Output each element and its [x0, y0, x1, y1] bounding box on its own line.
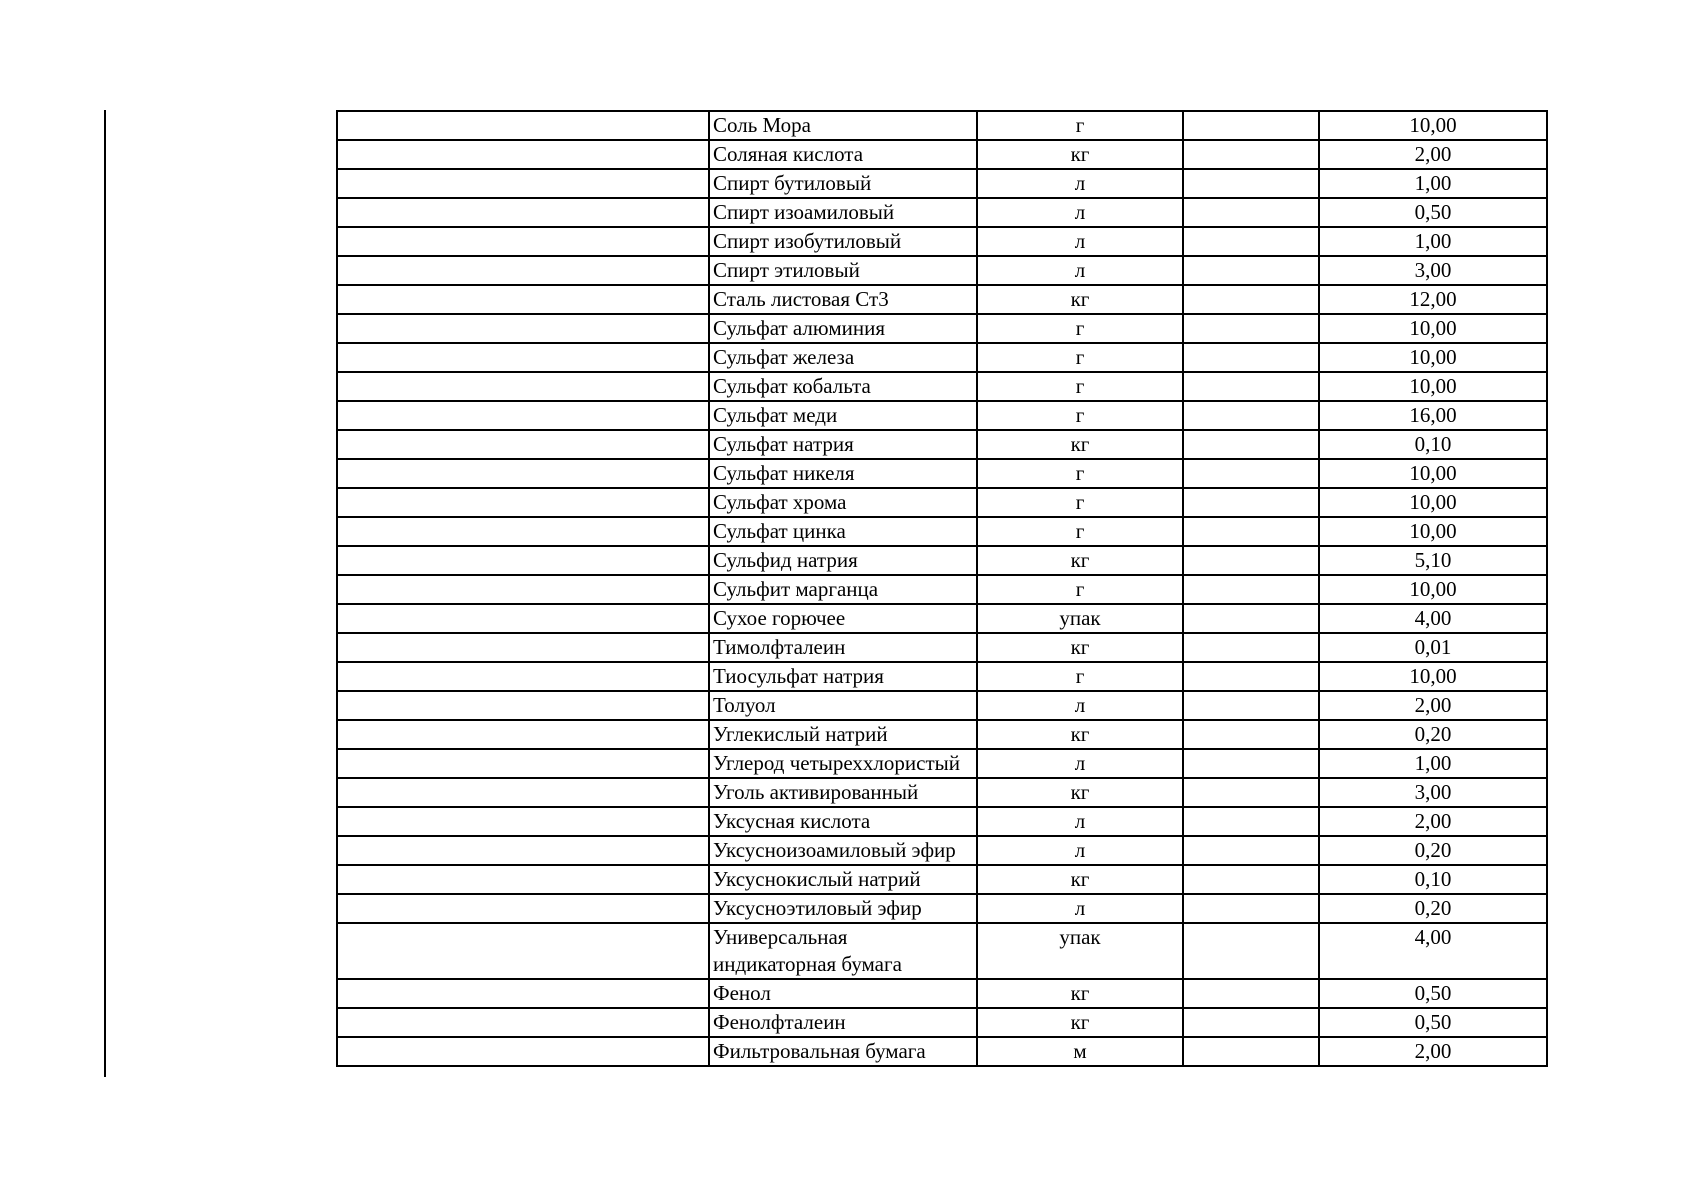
quantity-cell: 1,00 — [1319, 169, 1547, 198]
blank-cell — [337, 169, 709, 198]
blank-cell — [337, 691, 709, 720]
unit-cell: г — [977, 662, 1183, 691]
unit-cell: г — [977, 517, 1183, 546]
material-name-cell: Соль Мора — [709, 111, 977, 140]
table-row — [337, 285, 1547, 314]
material-name-cell: Спирт изобутиловый — [709, 227, 977, 256]
material-name-cell: Уксусноизоамиловый эфир — [709, 836, 977, 865]
blank-cell — [337, 720, 709, 749]
empty-cell — [1183, 575, 1319, 604]
unit-cell: л — [977, 691, 1183, 720]
unit-cell: упак — [977, 604, 1183, 633]
empty-cell — [1183, 691, 1319, 720]
unit-cell: г — [977, 401, 1183, 430]
blank-cell — [337, 778, 709, 807]
unit-cell: л — [977, 894, 1183, 923]
table-row — [337, 604, 1547, 633]
empty-cell — [1183, 894, 1319, 923]
material-name-cell: Фильтровальная бумага — [709, 1037, 977, 1066]
empty-cell — [1183, 430, 1319, 459]
blank-cell — [337, 749, 709, 778]
table-row — [337, 372, 1547, 401]
quantity-cell: 10,00 — [1319, 314, 1547, 343]
material-name-cell: Тимолфталеин — [709, 633, 977, 662]
table-row — [337, 662, 1547, 691]
empty-cell — [1183, 488, 1319, 517]
empty-cell — [1183, 807, 1319, 836]
material-name-cell: Уксусная кислота — [709, 807, 977, 836]
unit-cell: л — [977, 807, 1183, 836]
empty-cell — [1183, 517, 1319, 546]
quantity-cell: 0,50 — [1319, 979, 1547, 1008]
unit-cell: г — [977, 314, 1183, 343]
material-name-cell: Сульфат натрия — [709, 430, 977, 459]
empty-cell — [1183, 227, 1319, 256]
empty-cell — [1183, 836, 1319, 865]
material-name-cell: Универсальная индикаторная бумага — [709, 923, 977, 979]
blank-cell — [337, 488, 709, 517]
quantity-cell: 10,00 — [1319, 111, 1547, 140]
material-name-cell: Сульфат алюминия — [709, 314, 977, 343]
empty-cell — [1183, 169, 1319, 198]
quantity-cell: 0,50 — [1319, 198, 1547, 227]
blank-cell — [337, 140, 709, 169]
material-name-cell: Сульфат цинка — [709, 517, 977, 546]
unit-cell: кг — [977, 778, 1183, 807]
unit-cell: г — [977, 459, 1183, 488]
table-row — [337, 227, 1547, 256]
empty-cell — [1183, 979, 1319, 1008]
table-row — [337, 1037, 1547, 1066]
quantity-cell: 2,00 — [1319, 140, 1547, 169]
quantity-cell: 0,10 — [1319, 865, 1547, 894]
table-row — [337, 979, 1547, 1008]
quantity-cell: 2,00 — [1319, 807, 1547, 836]
unit-cell: кг — [977, 865, 1183, 894]
table-row — [337, 401, 1547, 430]
empty-cell — [1183, 923, 1319, 979]
table-row — [337, 720, 1547, 749]
material-name-cell: Углекислый натрий — [709, 720, 977, 749]
material-name-cell: Сульфат никеля — [709, 459, 977, 488]
material-name-cell: Спирт изоамиловый — [709, 198, 977, 227]
quantity-cell: 10,00 — [1319, 459, 1547, 488]
table-row — [337, 749, 1547, 778]
blank-cell — [337, 836, 709, 865]
quantity-cell: 1,00 — [1319, 749, 1547, 778]
empty-cell — [1183, 1037, 1319, 1066]
empty-cell — [1183, 778, 1319, 807]
quantity-cell: 10,00 — [1319, 343, 1547, 372]
table-row — [337, 517, 1547, 546]
blank-cell — [337, 807, 709, 836]
material-name-cell: Сульфат хрома — [709, 488, 977, 517]
empty-cell — [1183, 720, 1319, 749]
quantity-cell: 12,00 — [1319, 285, 1547, 314]
material-name-cell: Толуол — [709, 691, 977, 720]
empty-cell — [1183, 546, 1319, 575]
empty-cell — [1183, 459, 1319, 488]
unit-cell: кг — [977, 720, 1183, 749]
material-name-cell: Уксуснокислый натрий — [709, 865, 977, 894]
unit-cell: г — [977, 111, 1183, 140]
unit-cell: г — [977, 372, 1183, 401]
material-name-cell: Соляная кислота — [709, 140, 977, 169]
left-margin-rule — [104, 110, 106, 1077]
blank-cell — [337, 430, 709, 459]
table-row — [337, 633, 1547, 662]
table-row — [337, 546, 1547, 575]
material-name-cell: Сульфид натрия — [709, 546, 977, 575]
blank-cell — [337, 314, 709, 343]
empty-cell — [1183, 343, 1319, 372]
blank-cell — [337, 865, 709, 894]
materials-table-body — [337, 111, 1547, 1066]
unit-cell: кг — [977, 979, 1183, 1008]
quantity-cell: 16,00 — [1319, 401, 1547, 430]
materials-table — [336, 110, 1548, 1067]
material-name-cell: Фенол — [709, 979, 977, 1008]
blank-cell — [337, 343, 709, 372]
table-row — [337, 575, 1547, 604]
blank-cell — [337, 198, 709, 227]
quantity-cell: 3,00 — [1319, 256, 1547, 285]
unit-cell: м — [977, 1037, 1183, 1066]
table-row — [337, 1008, 1547, 1037]
blank-cell — [337, 575, 709, 604]
quantity-cell: 0,01 — [1319, 633, 1547, 662]
material-name-cell: Спирт бутиловый — [709, 169, 977, 198]
unit-cell: л — [977, 169, 1183, 198]
quantity-cell: 10,00 — [1319, 488, 1547, 517]
empty-cell — [1183, 633, 1319, 662]
unit-cell: кг — [977, 546, 1183, 575]
table-row — [337, 169, 1547, 198]
table-row — [337, 778, 1547, 807]
quantity-cell: 0,20 — [1319, 836, 1547, 865]
table-row — [337, 488, 1547, 517]
blank-cell — [337, 1037, 709, 1066]
unit-cell: кг — [977, 1008, 1183, 1037]
quantity-cell: 1,00 — [1319, 227, 1547, 256]
blank-cell — [337, 604, 709, 633]
empty-cell — [1183, 111, 1319, 140]
empty-cell — [1183, 662, 1319, 691]
blank-cell — [337, 285, 709, 314]
material-name-cell: Тиосульфат натрия — [709, 662, 977, 691]
blank-cell — [337, 662, 709, 691]
table-row — [337, 314, 1547, 343]
quantity-cell: 10,00 — [1319, 517, 1547, 546]
table-row — [337, 459, 1547, 488]
blank-cell — [337, 372, 709, 401]
table-row — [337, 198, 1547, 227]
material-name-cell: Сульфат железа — [709, 343, 977, 372]
table-row — [337, 923, 1547, 979]
table-row — [337, 836, 1547, 865]
quantity-cell: 3,00 — [1319, 778, 1547, 807]
blank-cell — [337, 923, 709, 979]
empty-cell — [1183, 285, 1319, 314]
unit-cell: л — [977, 256, 1183, 285]
quantity-cell: 0,20 — [1319, 894, 1547, 923]
unit-cell: г — [977, 575, 1183, 604]
empty-cell — [1183, 865, 1319, 894]
unit-cell: л — [977, 227, 1183, 256]
quantity-cell: 0,20 — [1319, 720, 1547, 749]
blank-cell — [337, 633, 709, 662]
material-name-cell: Сталь листовая Ст3 — [709, 285, 977, 314]
quantity-cell: 0,10 — [1319, 430, 1547, 459]
blank-cell — [337, 111, 709, 140]
blank-cell — [337, 401, 709, 430]
material-name-cell: Фенолфталеин — [709, 1008, 977, 1037]
unit-cell: г — [977, 488, 1183, 517]
material-name-cell: Сульфит марганца — [709, 575, 977, 604]
blank-cell — [337, 546, 709, 575]
material-name-cell: Сухое горючее — [709, 604, 977, 633]
table-row — [337, 691, 1547, 720]
material-name-cell: Углерод четыреххлористый — [709, 749, 977, 778]
table-row — [337, 807, 1547, 836]
blank-cell — [337, 459, 709, 488]
material-name-cell: Уксусноэтиловый эфир — [709, 894, 977, 923]
empty-cell — [1183, 372, 1319, 401]
material-name-cell: Сульфат кобальта — [709, 372, 977, 401]
table-row — [337, 343, 1547, 372]
quantity-cell: 4,00 — [1319, 923, 1547, 979]
unit-cell: л — [977, 198, 1183, 227]
unit-cell: кг — [977, 140, 1183, 169]
blank-cell — [337, 256, 709, 285]
unit-cell: кг — [977, 285, 1183, 314]
unit-cell: кг — [977, 430, 1183, 459]
unit-cell: л — [977, 749, 1183, 778]
unit-cell: л — [977, 836, 1183, 865]
empty-cell — [1183, 604, 1319, 633]
empty-cell — [1183, 314, 1319, 343]
table-row — [337, 865, 1547, 894]
table-row — [337, 256, 1547, 285]
empty-cell — [1183, 256, 1319, 285]
blank-cell — [337, 979, 709, 1008]
table-row — [337, 894, 1547, 923]
quantity-cell: 4,00 — [1319, 604, 1547, 633]
quantity-cell: 10,00 — [1319, 575, 1547, 604]
blank-cell — [337, 227, 709, 256]
quantity-cell: 5,10 — [1319, 546, 1547, 575]
blank-cell — [337, 1008, 709, 1037]
empty-cell — [1183, 749, 1319, 778]
quantity-cell: 10,00 — [1319, 662, 1547, 691]
blank-cell — [337, 517, 709, 546]
table-row — [337, 140, 1547, 169]
quantity-cell: 0,50 — [1319, 1008, 1547, 1037]
material-name-cell: Сульфат меди — [709, 401, 977, 430]
quantity-cell: 10,00 — [1319, 372, 1547, 401]
quantity-cell: 2,00 — [1319, 691, 1547, 720]
empty-cell — [1183, 401, 1319, 430]
quantity-cell: 2,00 — [1319, 1037, 1547, 1066]
empty-cell — [1183, 1008, 1319, 1037]
empty-cell — [1183, 140, 1319, 169]
material-name-cell: Уголь активированный — [709, 778, 977, 807]
material-name-cell: Спирт этиловый — [709, 256, 977, 285]
blank-cell — [337, 894, 709, 923]
unit-cell: упак — [977, 923, 1183, 979]
empty-cell — [1183, 198, 1319, 227]
unit-cell: г — [977, 343, 1183, 372]
table-row — [337, 111, 1547, 140]
table-row — [337, 430, 1547, 459]
unit-cell: кг — [977, 633, 1183, 662]
